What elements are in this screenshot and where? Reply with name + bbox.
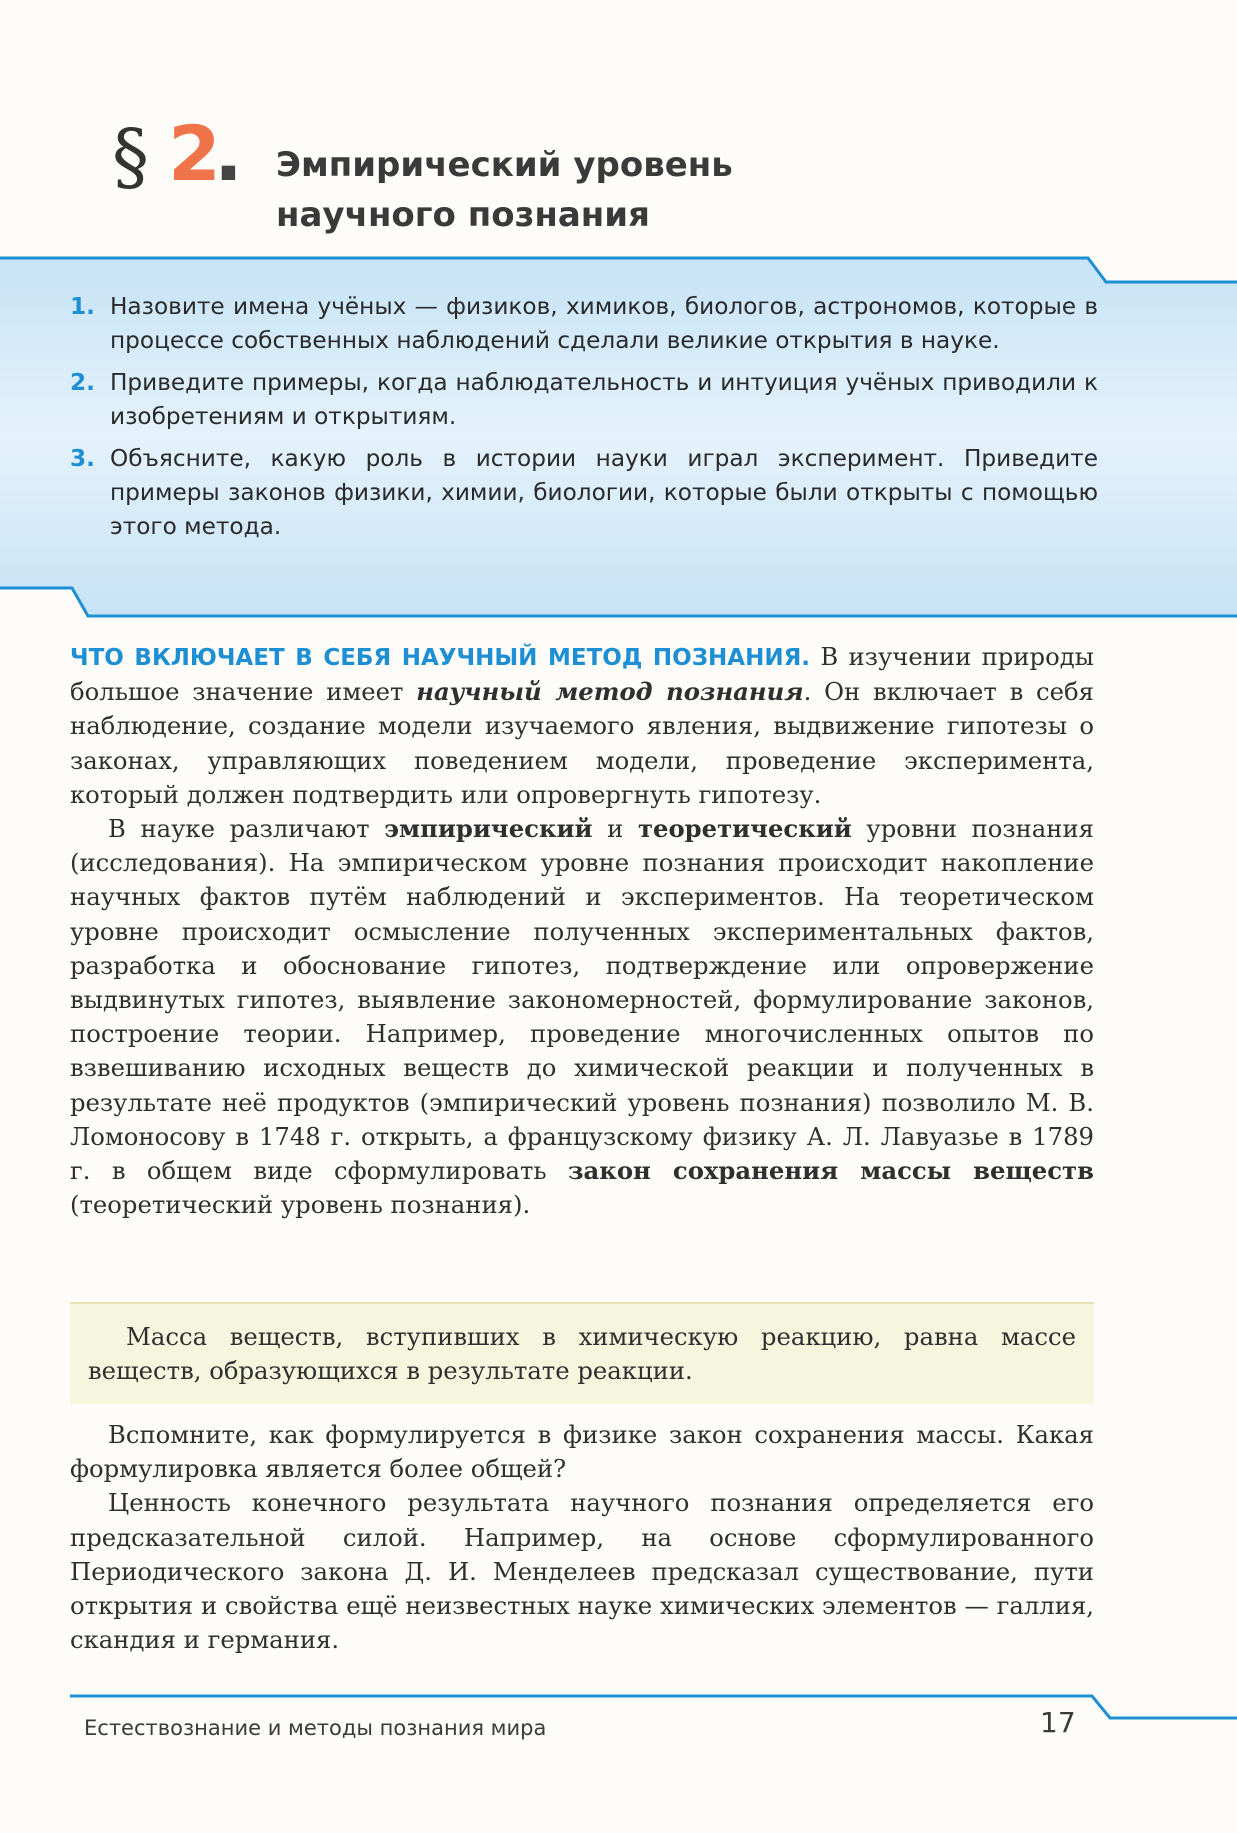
- question-list: [70, 290, 1098, 552]
- section-number: 2: [168, 109, 221, 198]
- question-item: [70, 366, 1098, 434]
- key-term: закон сохранения массы веществ: [568, 1156, 1094, 1186]
- title-line-1: Эмпирический уровень: [276, 145, 733, 185]
- footer-book-title: Естествознание и методы познания мира: [84, 1716, 547, 1740]
- paragraph-question: Вспомните, как формулируется в физике закон сохранения массы. Какая формулировка является более общей?: [70, 1420, 1094, 1484]
- question-number: 3.: [70, 445, 95, 472]
- question-item: [70, 442, 1098, 544]
- text-run: В науке различают: [108, 814, 385, 844]
- question-text: Назовите имена учёных — физиков, химиков, биологов, астрономов, которые в процессе собственных наблюдений сделали великие открытия в науке.: [110, 293, 1098, 354]
- question-text: Приведите примеры, когда наблюдательность и интуиция учёных приводили к изобретениям и открытиям.: [110, 369, 1098, 430]
- paragraph-levels: [70, 812, 1094, 1222]
- question-text: Объясните, какую роль в истории науки играл эксперимент. Приведите примеры законов физики, химии, биологии, которые были открыты с помощью этого метода.: [110, 445, 1098, 540]
- question-number: 2.: [70, 369, 95, 396]
- law-box: [70, 1302, 1094, 1404]
- key-term: теоретический: [637, 814, 852, 844]
- question-number: 1.: [70, 293, 95, 320]
- main-text: [70, 640, 1094, 1222]
- text-run: В изучении природы большое значение имеет: [70, 642, 1094, 707]
- paragraph-method: [70, 640, 1094, 812]
- text-run: . Он включает в себя наблюдение, создание модели изучаемого явления, выдвижение гипотезы о законах, управляющих поведением модели, проведение эксперимента, который должен подтвердить или опровергнуть гипотезу.: [70, 677, 1094, 809]
- main-text-lower: [70, 1418, 1094, 1657]
- key-term: научный метод познания: [416, 677, 804, 707]
- law-text: Масса веществ, вступивших в химическую реакцию, равна массе веществ, образующихся в результате реакции.: [88, 1322, 1076, 1386]
- question-item: [70, 290, 1098, 358]
- section-dot: .: [214, 109, 243, 198]
- section-sign: §: [112, 114, 149, 200]
- page-title: [276, 140, 733, 240]
- subheading: ЧТО ВКЛЮЧАЕТ В СЕБЯ НАУЧНЫЙ МЕТОД ПОЗНАНИЯ.: [70, 645, 811, 671]
- paragraph-prediction: Ценность конечного результата научного познания определяется его предсказательной силой. Например, на основе сформулированного Периодического закона Д. И. Менделеев предсказал существование, пути открытия и свойства ещё неизвестных науке химических элементов — галлия, скандия и германия.: [70, 1488, 1094, 1655]
- section-heading: [112, 108, 1112, 258]
- page-number: 17: [1040, 1706, 1076, 1739]
- text-run: уровни познания (исследования). На эмпирическом уровне познания происходит накопление научных фактов путём наблюдений и экспериментов. На теоретическом уровне происходит осмысление полученных экспериментальных фактов, разработка и обоснование гипотез, подтверждение или опровержение выдвинутых гипотез, выявление закономерностей, формулирование законов, построение теории. Например, проведение многочисленных опытов по взвешиванию исходных веществ до химической реакции и полученных в результате неё продуктов (эмпирический уровень познания) позволило М. В. Ломоносову в 1748 г. открыть, а французскому физику А. Л. Лавуазье в 1789 г. в общем виде сформулировать: [70, 814, 1094, 1186]
- text-run: (теоретический уровень познания).: [70, 1190, 531, 1220]
- key-term: эмпирический: [384, 814, 593, 844]
- title-line-2: научного познания: [276, 195, 650, 235]
- text-run: и: [592, 814, 638, 844]
